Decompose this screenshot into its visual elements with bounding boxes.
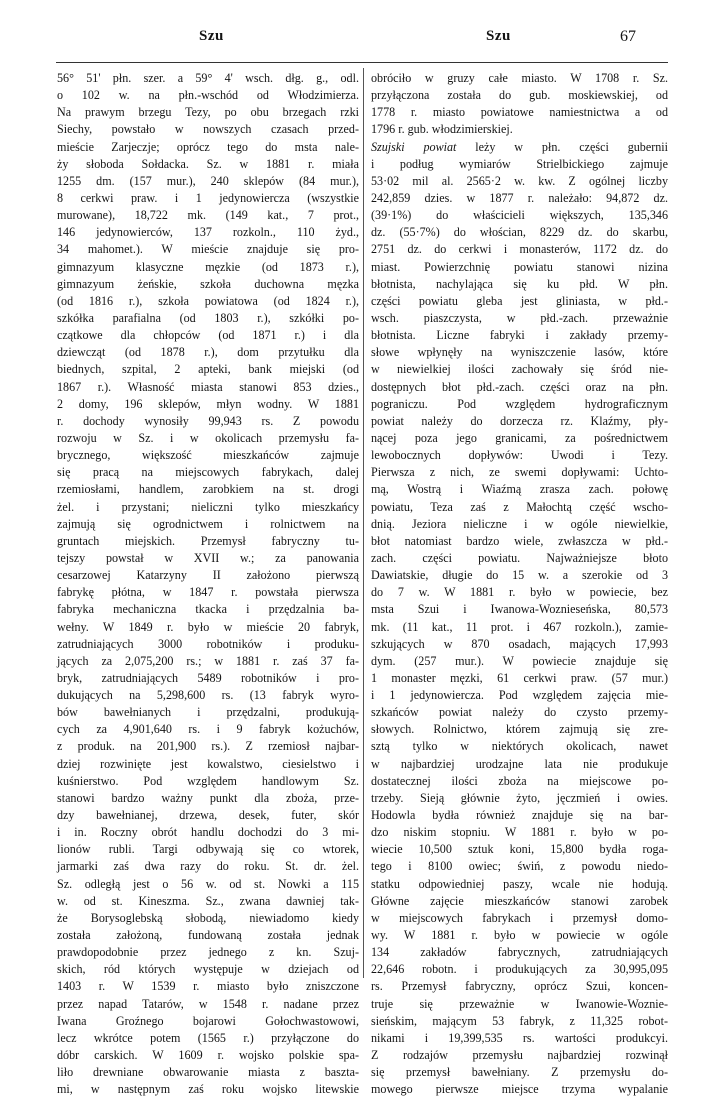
- text-line: 34 mahomet.). W mieście znajduje się pro-: [57, 242, 359, 257]
- text-line: prawdopodobnie przez jednego z kn. Szuj-: [57, 945, 359, 960]
- text-line: dziej rozwinięte jest kowalstwo, ciesielstwo i: [57, 756, 359, 771]
- text-line: 1403 r. W 1539 r. miasto było zniszczone: [57, 979, 359, 994]
- text-line: dz. (55·7%) do włościan, 8229 dz. do skarbu,: [371, 225, 668, 240]
- text-line: dostatecznej ilości zboża na miejscowe po-: [371, 773, 668, 788]
- text-line: Siechy, powstało w nowszych czasach przed-: [57, 122, 359, 137]
- text-line: wy. W 1881 r. było w powiecie w ogóle: [371, 928, 668, 943]
- text-line: powiatu, Teza zaś z Małochtą część wscho-: [371, 499, 668, 514]
- text-line: błotnista, nachylająca się ku płd. W płn.: [371, 276, 668, 291]
- text-line: 1778 r. miasto powiatowe namiestnictwa a od: [371, 105, 668, 120]
- text-line: 146 jedynowierców, 137 rozkoln., 110 żyd.,: [57, 225, 359, 240]
- text-line: szkujących w 870 osadach, mających 17,993: [371, 636, 668, 651]
- text-line: 8 cerkwi praw. i 1 jedynowiercza (wszystkie: [57, 190, 359, 205]
- text-line: Na prawym brzegu Tezy, po obu brzegach rzki: [57, 105, 359, 120]
- text-line: błot natomiast bardzo wiele, zwłaszcza w płd.-: [371, 533, 668, 548]
- text-line: powiat należy do dorzecza rz. Klaźmy, pły-: [371, 413, 668, 428]
- text-line: szkańców powiat należy do czysto przemy-: [371, 705, 668, 720]
- text-line: lewobocznych dopływów: Uwodi i Tezy.: [371, 448, 668, 463]
- text-line: tego i 8100 owiec; świń, z powodu niedo-: [371, 859, 668, 874]
- text-line: przyłączona została do gub. moskiewskiej, od: [371, 88, 668, 103]
- text-line: mk. (11 kat., 11 prot. i 467 rozkoln.), zamie-: [371, 619, 668, 634]
- page-header: [0, 28, 720, 50]
- text-line: dzo niskim stopniu. W 1881 r. było w po-: [371, 825, 668, 840]
- text-line: Dawiatskie, długie do 15 w. a szerokie od 3: [371, 568, 668, 583]
- text-line: 22,646 robotn. i produkujących za 30,995,095: [371, 962, 668, 977]
- text-line: gruntach miejskich. Przemysł fabryczny tu-: [57, 533, 359, 548]
- text-line: i in. Roczny obrót handlu dochodzi do 3 mi-: [57, 825, 359, 840]
- text-line: słowe wpłynęły na wyniszczenie lasów, które: [371, 345, 668, 360]
- text-line: lecz wkrótce potem (1565 r.) przyłączone do: [57, 1030, 359, 1045]
- text-line: w najbardziej urodzajne lata nie produkuje: [371, 756, 668, 771]
- text-line: dym. (257 mur.). W powiecie znajduje się: [371, 653, 668, 668]
- text-line: r. dochody wynosiły 99,943 rs. Z powodu: [57, 413, 359, 428]
- column-divider: [363, 68, 364, 978]
- page-number: 67: [620, 28, 636, 45]
- text-line: nącej poza jego granicami, za pośrednictwem: [371, 430, 668, 445]
- text-line: Pierwsza z nich, ze swemi dopływami: Uchto-: [371, 465, 668, 480]
- text-line: 242,859 dzies. w 1877 r. należało: 94,872 dz.: [371, 190, 668, 205]
- text-line: 134 zakładów fabrycznych, zatrudniających: [371, 945, 668, 960]
- text-line: rs. Przemysł fabryczny, oprócz Szui, koncen-: [371, 979, 668, 994]
- text-line: i 1 jedynowiercza. Pod względem zajęcia mie-: [371, 688, 668, 703]
- text-line: Główne zajęcie mieszkańców stanowi zarobek: [371, 893, 668, 908]
- text-line: Hodowla bydła również znajduje się na bar-: [371, 808, 668, 823]
- text-line: mą, Wostrą i Wiaźmą zrasza zach. połowę: [371, 482, 668, 497]
- text-line: trzeby. Sieją głównie żyto, jęczmień i owies.: [371, 790, 668, 805]
- header-rule: [56, 62, 668, 63]
- left-column: [57, 70, 359, 1098]
- text-line: zach. części powiatu. Najważniejsze błoto: [371, 550, 668, 565]
- text-line: ży słoboda Sołdacka. Sz. w 1881 r. miała: [57, 156, 359, 171]
- text-line: bryk, zatrudniających 5489 robotników i pro-: [57, 670, 359, 685]
- text-line: statku odpowiedniej paszy, wcale nie hodują.: [371, 876, 668, 891]
- text-line: mieście Zarjeczje; oprócz tego do msta nale-: [57, 139, 359, 154]
- text-line: pograniczu. Pod względem hydrograficznym: [371, 396, 668, 411]
- text-line: o 102 w. na płn.-wschód od Włodzimierza.: [57, 88, 359, 103]
- text-line: 1867 r.). Własność miasta stanowi 853 dzies.,: [57, 379, 359, 394]
- text-line: Sz. odległą jest o 56 w. od st. Nowki a 115: [57, 876, 359, 891]
- text-line: cesarzowej Katarzyny II założono pierwszą: [57, 568, 359, 583]
- right-column: [371, 70, 668, 1098]
- text-line: kuśnierstwo. Pod względem handlowym Sz.: [57, 773, 359, 788]
- text-line: sieńskim, mającym 53 fabryk, z 11,325 robot-: [371, 1013, 668, 1028]
- text-line: wsch. piaszczysta, w płd.-zach. przeważnie: [371, 310, 668, 325]
- text-line: 2 domy, 196 sklepów, młyn wodny. W 1881: [57, 396, 359, 411]
- text-line: dóbr carskich. W 1609 r. wojsko polskie spa-: [57, 1048, 359, 1063]
- text-line: 2751 dz. do cerkwi i monasterów, 1172 dz. do: [371, 242, 668, 257]
- text-line: bów bawełnianych i przędzalni, produkują-: [57, 705, 359, 720]
- text-line: zatrudniających 3000 robotników i produku-: [57, 636, 359, 651]
- text-line: sztą tylko w niektórych okolicach, nawet: [371, 739, 668, 754]
- text-line: msta Szui i Iwanowa-Woznieseńska, 80,573: [371, 602, 668, 617]
- text-line: liło drewniane obwarowanie miasta z baszta-: [57, 1065, 359, 1080]
- text-line: błotnista. Liczne fabryki i zakłady przemy-: [371, 328, 668, 343]
- text-line: przez napad Tatarów, w 1548 r. nadane przez: [57, 996, 359, 1011]
- text-line: fabryka mechaniczna tkacka i przędzalnia ba-: [57, 602, 359, 617]
- text-line: dnią. Jeziora nieliczne i w ogóle niewielkie,: [371, 516, 668, 531]
- text-line: 1 monaster męzki, 61 cerkwi praw. (57 mur.): [371, 670, 668, 685]
- text-line: się przemysł bawełniany. Z przemysłu do-: [371, 1065, 668, 1080]
- text-line: rzemiosłami, handlem, zarobkiem na st. drogi: [57, 482, 359, 497]
- text-line: dostępnych błot płd.-zach. części oraz na płn.: [371, 379, 668, 394]
- text-line: dzy bawełnianej, drzewa, desek, futer, skór: [57, 808, 359, 823]
- text-line: Szujski powiat leży w płn. części gubernii: [371, 139, 669, 154]
- text-line: części powiatu gleba jest gliniasta, w płd.-: [371, 293, 668, 308]
- text-line: zajmują się ogrodnictwem i rolnictwem na: [57, 516, 359, 531]
- text-line: że Borysoglebską słobodą, niewiadomo kiedy: [57, 910, 359, 925]
- text-line: obróciło w gruzy całe miasto. W 1708 r. Sz.: [371, 71, 668, 85]
- text-line: biednych, szpital, 2 apteki, bank miejski (od: [57, 362, 359, 377]
- text-line: cych za 4,901,640 rs. i 9 fabryk kożuchów,: [57, 722, 359, 737]
- text-line: została założoną, fundowaną została jednak: [57, 928, 359, 943]
- text-line: (od 1816 r.), szkoła powiatowa (od 1824 r.),: [57, 293, 359, 308]
- text-line: rozwoju w Sz. i w okolicach przemysłu fa-: [57, 430, 359, 445]
- text-line: z produk. na 201,900 rs.). Z rzemiosł najbar-: [57, 739, 359, 754]
- text-line: słowych. Rolnictwo, którem zajmują się zre-: [371, 722, 668, 737]
- text-line: 53·02 mil al. 2565·2 w. kw. Z ogólnej liczby: [371, 173, 668, 188]
- text-line: truje się przeważnie w Iwanowie-Woznie-: [371, 996, 668, 1011]
- text-line: szkółka parafialna (od 1803 r.), szkółki po-: [57, 310, 359, 325]
- text-line: jarmarki zaś dwa razy do roku. St. dr. żel.: [57, 859, 359, 874]
- text-line: brycznego, większość mieszkańców zajmuje: [57, 448, 359, 463]
- text-line: fabrykę płótna, w 1847 r. powstała pierwsza: [57, 585, 359, 600]
- text-line: 1796 r. gub. włodzimierskiej.: [371, 122, 513, 137]
- text-line: Z rodzajów przemysłu najbardziej rozwinął: [371, 1048, 668, 1063]
- text-line: i podług wymiarów Strielbickiego zajmuje: [371, 156, 668, 171]
- text-line: czątkowe dla chłopców (od 1871 r.) i dla: [57, 328, 359, 343]
- text-line: w niewielkiej ilości zachowały się śród nie-: [371, 362, 668, 377]
- text-line: w. od st. Kineszma. Sz., zwana dawniej tak-: [57, 893, 359, 908]
- text-line: lionów rubli. Targi odbywają się co wtorek,: [57, 842, 359, 857]
- text-line: wełny. W 1849 r. było w mieście 20 fabryk,: [57, 619, 359, 634]
- text-line: mi, w następnym zaś roku wojsko litewskie: [57, 1082, 359, 1097]
- text-line: gimnazyum klasyczne męzkie (od 1873 r.),: [57, 259, 359, 274]
- text-line: tejszy powstał w XVII w.; za panowania: [57, 550, 359, 565]
- text-line: wiecie 10,500 sztuk koni, 15,800 bydła roga-: [371, 842, 668, 857]
- running-head-left: Szu: [199, 28, 224, 44]
- text-line: (39·1%) do właścicieli większych, 135,346: [371, 208, 668, 223]
- text-line: nikami i 19,399,535 rs. wartości produkcyi.: [371, 1030, 668, 1045]
- text-line: gimnazyum żeńskie, szkoła duchowna męzka: [57, 276, 359, 291]
- text-line: 1255 dm. (157 mur.), 240 sklepów (84 mur.),: [57, 173, 359, 188]
- text-line: do 7 w. W 1881 r. było w powiecie, bez: [371, 585, 668, 600]
- text-line: w miejscowych fabrykach i przemysł domo-: [371, 910, 668, 925]
- text-line: stanowi bardzo ważny punkt dla zboża, prze-: [57, 790, 359, 805]
- text-line: żel. i przystani; nieliczni tylko mieszkańcy: [57, 499, 359, 514]
- text-line: mowego pierwsze miejsce trzyma wypalanie: [371, 1082, 668, 1097]
- text-line: dukujących na 5,298,600 rs. (13 fabryk wyro-: [57, 688, 359, 703]
- text-line: miast. Powierzchnię powiatu stanowi nizina: [371, 259, 668, 274]
- text-line: dziewcząt (od 1878 r.), dom przytułku dla: [57, 345, 359, 360]
- text-line: 56° 51' płn. szer. a 59° 4' wsch. dłg. g., odl.: [57, 71, 359, 85]
- text-line: murowane), 18,722 mk. (149 kat., 7 prot.,: [57, 208, 359, 223]
- text-line: Iwana Groźnego bojarowi Gołochwastowowi,: [57, 1013, 359, 1028]
- text-line: jących za 2,075,200 rs.; w 1881 r. zaś 37 fa-: [57, 653, 359, 668]
- running-head-right: Szu: [486, 28, 511, 44]
- text-line: się pracą na miejscowych fabrykach, dalej: [57, 465, 359, 480]
- text-line: skich, ród których występuje w dziejach od: [57, 962, 359, 977]
